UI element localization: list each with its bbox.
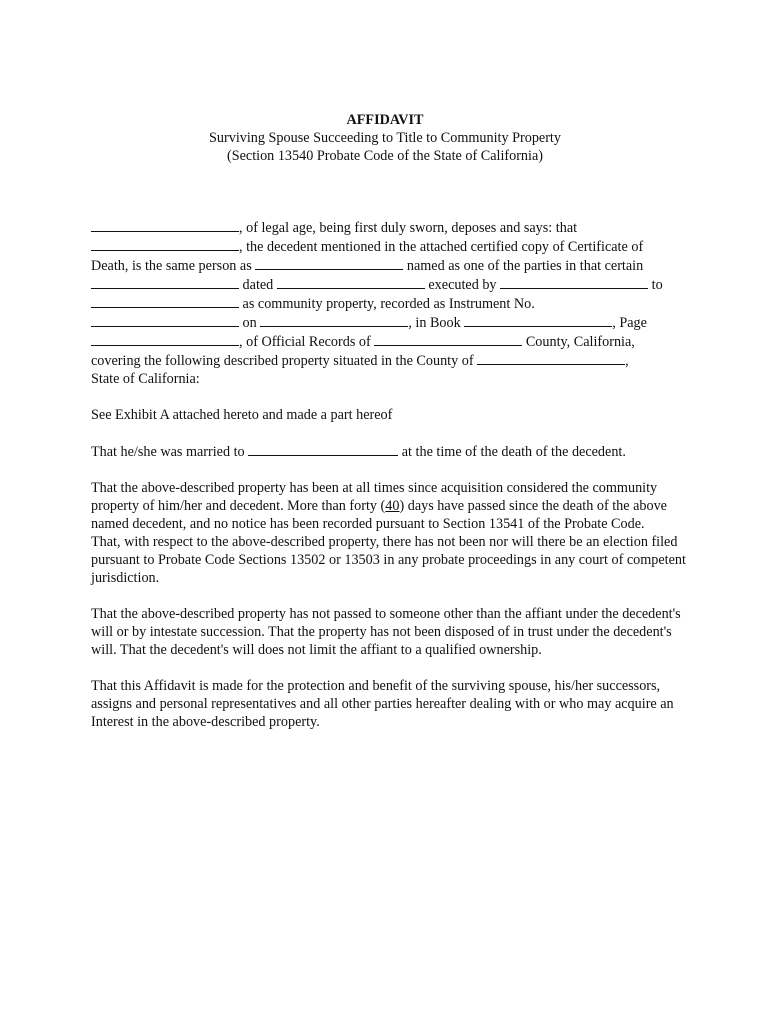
community-property-paragraph: That the above-described property has been at all times since acquisition considered the community property of him/her and decedent. More than forty (40) days have passed since the death of the above named decedent, and no notice has been recorded pursuant to Section 13541 of the Probate Code. [91,480,667,532]
exhibit-paragraph: See Exhibit A attached hereto and made a part hereof [91,407,393,423]
property-county-field[interactable] [477,351,625,365]
instrument-type-field[interactable] [91,275,239,289]
executed-by-field[interactable] [500,275,648,289]
married-paragraph: That he/she was married to at the time of the death of the decedent. [91,444,626,460]
instrument-date-field[interactable] [277,275,425,289]
protection-paragraph: That this Affidavit is made for the protection and benefit of the surviving spouse, his/her successors, assigns and personal representatives and all other parties hereafter dealing with or who may acquire an Interest in the above-described property. [91,678,674,730]
intro-paragraph: , of legal age, being first duly sworn, deposes and says: that , the decedent mentioned in the attached certified copy of Certificate of Death, is the same person as named as one of the parties in that certain dated executed by to as community property, recorded as Instrument No. on , in Book , Page , of Official Records of County, California, covering the following described property situated in the County of , State of California: [91,220,663,387]
document-subtitle-section: (Section 13540 Probate Code of the State of California) [227,148,543,164]
election-paragraph: That, with respect to the above-described property, there has not been nor will there be an election filed pursuant to Probate Code Sections 13502 or 13503 in any probate proceedings in any court of competent jurisdiction. [91,534,686,586]
decedent-alias-field[interactable] [255,256,403,270]
book-field[interactable] [464,313,612,327]
document-subtitle: Surviving Spouse Succeeding to Title to Community Property [209,130,561,146]
spouse-name-field[interactable] [248,442,398,456]
grantee-field[interactable] [91,294,239,308]
decedent-name-field[interactable] [91,237,239,251]
instrument-number-field[interactable] [91,313,239,327]
days-value: 40 [385,498,400,514]
affidavit-body [91,218,691,731]
not-passed-paragraph: That the above-described property has not passed to someone other than the affiant under the decedent's will or by intestate succession. That the property has not been disposed of in trust under the decedent's will. That the decedent's will does not limit the affiant to a qualified ownership. [91,606,681,658]
affiant-name-field[interactable] [91,218,239,232]
recording-date-field[interactable] [260,313,408,327]
page-field[interactable] [91,332,239,346]
document-title: AFFIDAVIT [346,112,424,128]
document-header [0,111,770,165]
records-county-field[interactable] [374,332,522,346]
